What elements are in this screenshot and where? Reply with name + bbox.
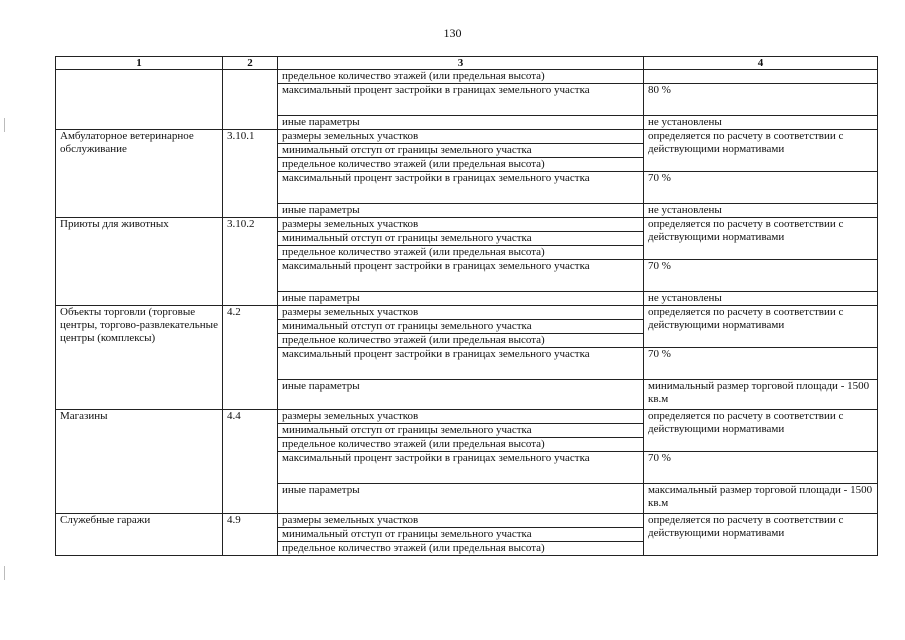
regulations-table <box>55 56 878 556</box>
param-cell: иные параметры <box>278 484 644 514</box>
param-cell: предельное количество этажей (или предельная высота) <box>278 70 644 84</box>
param-cell: иные параметры <box>278 116 644 130</box>
value-cell: максимальный размер торговой площади - 1500 кв.м <box>644 484 878 514</box>
value-cell: определяется по расчету в соответствии с действующими нормативами <box>644 218 878 260</box>
param-cell: иные параметры <box>278 204 644 218</box>
param-cell: размеры земельных участков <box>278 130 644 144</box>
param-cell: максимальный процент застройки в границах земельного участка <box>278 172 644 204</box>
table-row <box>56 514 878 528</box>
param-cell: размеры земельных участков <box>278 306 644 320</box>
table-row <box>56 306 878 320</box>
param-cell: предельное количество этажей (или предельная высота) <box>278 158 644 172</box>
param-cell: иные параметры <box>278 380 644 410</box>
value-cell: определяется по расчету в соответствии с действующими нормативами <box>644 514 878 556</box>
use-name-cell: Амбулаторное ветеринарное обслуживание <box>56 130 223 218</box>
param-cell: максимальный процент застройки в границах земельного участка <box>278 260 644 292</box>
param-cell: предельное количество этажей (или предельная высота) <box>278 246 644 260</box>
param-cell: минимальный отступ от границы земельного участка <box>278 232 644 246</box>
value-cell: определяется по расчету в соответствии с действующими нормативами <box>644 306 878 348</box>
param-cell: минимальный отступ от границы земельного участка <box>278 424 644 438</box>
use-code-cell: 4.4 <box>223 410 278 514</box>
value-cell: 70 % <box>644 260 878 292</box>
header-col-4: 4 <box>644 57 878 70</box>
value-cell <box>644 70 878 84</box>
header-row <box>56 57 878 70</box>
use-code-cell: 4.9 <box>223 514 278 556</box>
value-cell: 70 % <box>644 452 878 484</box>
table-row <box>56 410 878 424</box>
table-row <box>56 130 878 144</box>
use-name-cell <box>56 70 223 130</box>
param-cell: предельное количество этажей (или предельная высота) <box>278 438 644 452</box>
page-number: 130 <box>443 26 462 40</box>
header-col-3: 3 <box>278 57 644 70</box>
value-cell: минимальный размер торговой площади - 1500 кв.м <box>644 380 878 410</box>
use-code-cell: 3.10.2 <box>223 218 278 306</box>
param-cell: максимальный процент застройки в границах земельного участка <box>278 84 644 116</box>
use-code-cell: 3.10.1 <box>223 130 278 218</box>
param-cell: размеры земельных участков <box>278 218 644 232</box>
value-cell: 70 % <box>644 348 878 380</box>
header-col-2: 2 <box>223 57 278 70</box>
param-cell: максимальный процент застройки в границах земельного участка <box>278 348 644 380</box>
use-code-cell <box>223 70 278 130</box>
param-cell: максимальный процент застройки в границах земельного участка <box>278 452 644 484</box>
value-cell: 80 % <box>644 84 878 116</box>
value-cell: не установлены <box>644 292 878 306</box>
param-cell: размеры земельных участков <box>278 410 644 424</box>
use-name-cell: Магазины <box>56 410 223 514</box>
table-row <box>56 218 878 232</box>
use-name-cell: Объекты торговли (торговые центры, торгово-развлекательные центры (комплексы) <box>56 306 223 410</box>
param-cell: иные параметры <box>278 292 644 306</box>
header-col-1: 1 <box>56 57 223 70</box>
binding-mark <box>4 566 11 580</box>
value-cell: определяется по расчету в соответствии с действующими нормативами <box>644 130 878 172</box>
value-cell: не установлены <box>644 204 878 218</box>
param-cell: минимальный отступ от границы земельного участка <box>278 144 644 158</box>
value-cell: не установлены <box>644 116 878 130</box>
param-cell: предельное количество этажей (или предельная высота) <box>278 542 644 556</box>
param-cell: предельное количество этажей (или предельная высота) <box>278 334 644 348</box>
use-name-cell: Служебные гаражи <box>56 514 223 556</box>
value-cell: определяется по расчету в соответствии с действующими нормативами <box>644 410 878 452</box>
use-name-cell: Приюты для животных <box>56 218 223 306</box>
param-cell: размеры земельных участков <box>278 514 644 528</box>
use-code-cell: 4.2 <box>223 306 278 410</box>
value-cell: 70 % <box>644 172 878 204</box>
param-cell: минимальный отступ от границы земельного участка <box>278 320 644 334</box>
table-row <box>56 70 878 84</box>
binding-mark <box>4 118 11 132</box>
param-cell: минимальный отступ от границы земельного участка <box>278 528 644 542</box>
